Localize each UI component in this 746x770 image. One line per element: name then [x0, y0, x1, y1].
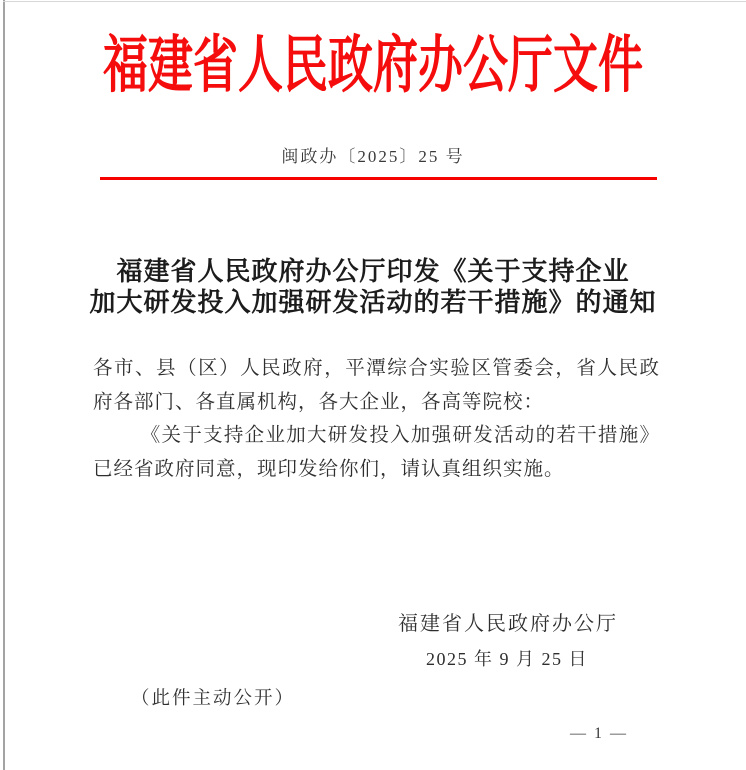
document-title-line-2: 加大研发投入加强研发活动的若干措施》的通知 [89, 288, 657, 317]
document-body [93, 352, 660, 486]
recipients-paragraph: 各市、县（区）人民政府，平潭综合实验区管委会，省人民政府各部门、各直属机构，各大企业，各高等院校： [93, 358, 660, 413]
document-title-line-1: 福建省人民政府办公厅印发《关于支持企业 [116, 257, 630, 286]
page-number: — 1 — [570, 725, 628, 742]
document-number: 闽政办〔2025〕25 号 [281, 147, 465, 166]
scan-left-edge [3, 0, 5, 770]
body-paragraph: 《关于支持企业加大研发投入加强研发活动的若干措施》已经省政府同意，现印发给你们，请认真组织实施。 [93, 425, 660, 480]
issuing-authority-signature: 福建省人民政府办公厅 [398, 613, 618, 635]
masthead-title: 福建省人民政府办公厅文件 [102, 30, 643, 100]
issue-date: 2025 年 9 月 25 日 [426, 649, 588, 669]
disclosure-note: （此件主动公开） [131, 689, 296, 709]
scan-top-edge [3, 1, 746, 2]
red-divider-rule [100, 177, 657, 180]
document-title [70, 256, 676, 318]
